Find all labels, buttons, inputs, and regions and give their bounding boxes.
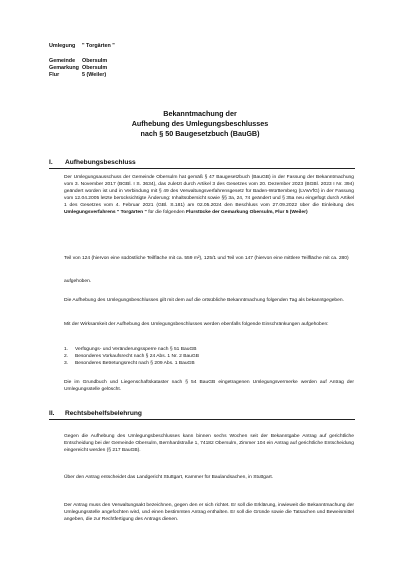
meta-gemarkung	[49, 65, 107, 72]
section-1-paragraph-4: Die Aufhebung des Umlegungsbeschlusses gilt mit dem auf die ortsübliche Bekanntmachung folgenden Tag als bekanntgegeben.	[64, 298, 344, 303]
meta-key: Flur	[49, 72, 60, 78]
section-2-paragraph-3: Der Antrag muss den Verwaltungsakt bezeichnen, gegen den er sich richtet. Er soll die Erklärung, inwieweit die Bekanntmachung der Umlegungsstelle angefochten wird, und einen bestimmten Antrag enthalten. Er soll die Gründe sowie die Tatsachen und Beweismittel angeben, die zur Rechtfertigung des Antrags dienen.	[64, 503, 354, 522]
section-2-paragraph-2: Über den Antrag entscheidet das Landgericht Stuttgart, Kammer für Baulandsachen, in Stuttgart.	[64, 475, 274, 480]
meta-key: Gemeinde	[49, 58, 76, 64]
meta-key: Gemarkung	[49, 65, 79, 71]
list-item: 3. Besonderes Betretungsrecht nach § 209 Abs. 1 BauGB	[64, 360, 195, 366]
section-1-paragraph-1: Der Umlegungsausschuss der Gemeinde Obersulm hat gemäß § 47 Baugesetzbuch (BauGB) in der Fassung der Bekanntmachung vom 3. November 2017 (BGBl. I S. 3634), das zuletzt durch Artikel 3 des Gesetzes vom 20. Dezember 2023 (BGBl. 2023 I Nr. 394) geändert worden ist und in Verbindung mit § 49 des Verwaltungsverfahrensgesetz für Baden-Württemberg (LVwVfG) in der Fassung vom 12.04.2005 letzte berücksichtigte Änderung: Inhaltsübersicht sowie §§ 3a, 24, 74 geändert und § 35a neu eingefügt durch Artikel 1 des Gesetzes vom 4. Februar 2021 (GBl. S.181) am 02.05.2024 den Beschluss vom 27.09.2022 über die Einleitung des Umlegungsverfahrens " Torgärten " für die folgenden Flurstücke der Gemarkung Obersulm, Flur 5 (Weiler)	[64, 175, 354, 215]
section-number: I.	[49, 159, 53, 166]
section-1-paragraph-6: Die im Grundbuch und Liegenschaftskataster nach § 54 BauGB eingetragenen Umlegungsvermerke werden auf Antrag der Umlegungsstelle gelöscht.	[64, 380, 354, 392]
section-1-parcels: Teil von 124 (hiervon eine südöstliche Teilfläche mit ca. 559 m²), 125/1 und Teil von 147 (hiervon eine mittlere Teilfläche mit ca. 280)	[64, 256, 349, 261]
section-title: Rechtsbehelfsbelehrung	[65, 410, 142, 417]
meta-value: Obersulm	[82, 58, 108, 64]
section-2-paragraph-1: Gegen die Aufhebung des Umlegungsbeschlusses kann binnen sechs Wochen seit der Bekanntgabe Antrag auf gerichtliche Entscheidung bei der Gemeinde Obersulm, Bernhardstraße 1, 74182 Obersulm, Zimmer 104 ein Antrag auf gerichtliche Entscheidung eingereicht werden (§ 217 BauGB).	[64, 434, 354, 453]
section-2-rule	[49, 419, 355, 420]
meta-flur	[49, 72, 106, 79]
title-line-3: nach § 50 Baugesetzbuch (BauGB)	[140, 129, 260, 138]
section-1-rule	[49, 168, 355, 169]
title-line-2: Aufhebung des Umlegungsbeschlusses	[131, 119, 269, 128]
meta-value: Obersulm	[82, 65, 108, 71]
section-number: II.	[49, 410, 55, 417]
meta-gemeinde	[49, 58, 107, 65]
meta-key: Umlegung	[49, 43, 76, 49]
meta-value: 5 (Weiler)	[82, 72, 107, 78]
section-1-paragraph-5: Mit der Wirksamkeit der Aufhebung des Umlegungsbeschlusses werden ebenfalls folgende Einschränkungen aufgehoben:	[64, 322, 329, 327]
meta-umlegung	[49, 43, 115, 50]
document-title	[0, 109, 400, 139]
section-2-heading	[49, 410, 142, 417]
meta-value: " Torgärten "	[82, 43, 115, 49]
section-title: Aufhebungsbeschluss	[65, 159, 136, 166]
section-1-aufgehoben: aufgehoben.	[64, 279, 92, 284]
section-1-heading	[49, 159, 136, 166]
list-item: 1. Verfügungs- und Veränderungssperre nach § 51 BauGB	[64, 347, 197, 352]
title-line-1: Bekanntmachung der	[163, 109, 237, 118]
restrictions-list	[64, 347, 354, 368]
list-item: 2. Besonderes Vorkaufsrecht nach § 24 Abs. 1 Nr. 2 BauGB	[64, 353, 199, 359]
